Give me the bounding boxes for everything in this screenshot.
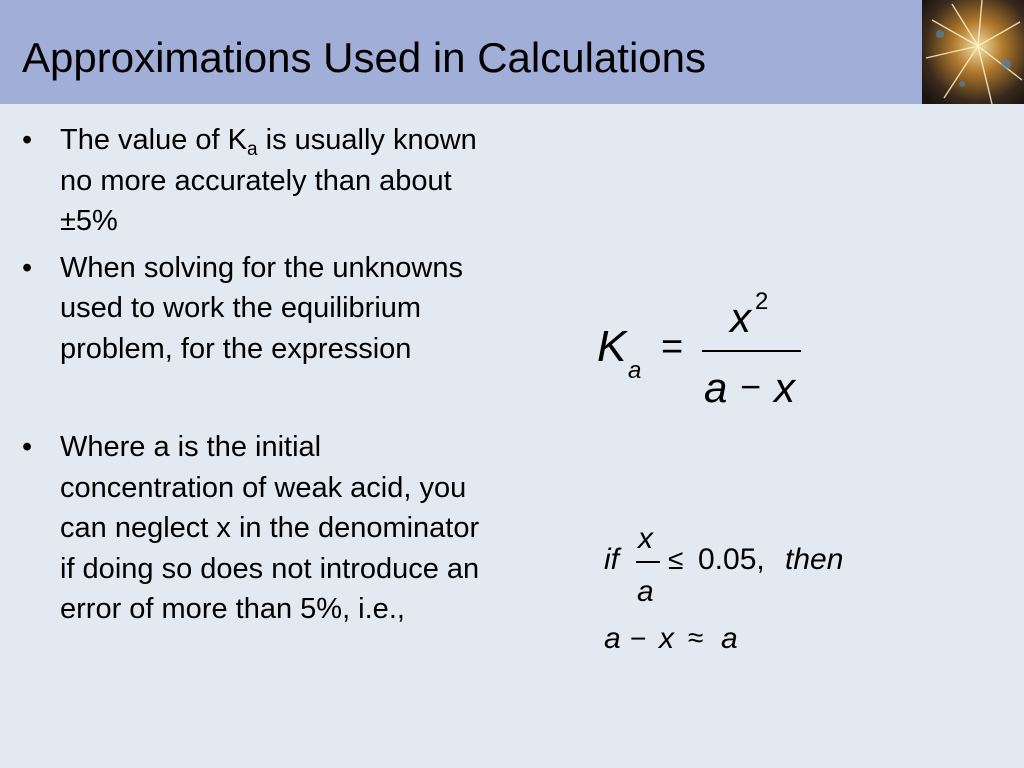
threshold-value: 0.05, [698, 543, 765, 576]
approx-rhs-a: a [721, 622, 738, 655]
then-word: then [785, 543, 844, 576]
approx-x: x [659, 622, 674, 655]
bullet-text: The value of K [60, 124, 247, 156]
ka-fraction-bar [702, 350, 801, 352]
approx-sign: ≈ [688, 622, 704, 653]
corner-photo [922, 0, 1024, 104]
if-word: if [604, 543, 619, 576]
bullet-text: When solving for the unknowns used to work the equilibrium problem, for the expression [60, 251, 463, 365]
title-bar [0, 0, 1024, 104]
denominator-a: a [704, 364, 728, 411]
denominator-x: x [774, 364, 795, 411]
equals-sign: = [661, 326, 684, 368]
subscript-a: a [247, 139, 258, 160]
leq-sign: ≤ [668, 544, 684, 575]
bullet-list [22, 120, 492, 630]
bullet-neglect-x [22, 427, 492, 630]
ka-symbol: K [597, 322, 627, 371]
bullet-text: Where a is the initial concentration of weak acid, you can neglect x in the denominator if doing so does not introduce an error of more than 5%, i.e., [60, 431, 480, 625]
bullet-text: is usually known no more accurately than about ±5% [60, 124, 477, 237]
ka-subscript: a [628, 357, 642, 384]
denominator-minus: − [740, 366, 762, 407]
slide-title: Approximations Used in Calculations [22, 34, 706, 81]
approx-minus: − [630, 623, 647, 654]
condition-numerator-x: x [638, 522, 653, 555]
numerator-x: x [730, 294, 751, 341]
approx-a: a [604, 622, 621, 655]
bullet-ka-accuracy [22, 120, 492, 242]
condition-denominator-a: a [637, 575, 654, 608]
numerator-exponent: 2 [755, 288, 769, 315]
condition-fraction-bar [636, 561, 660, 563]
bullet-solving-unknowns [22, 248, 492, 370]
